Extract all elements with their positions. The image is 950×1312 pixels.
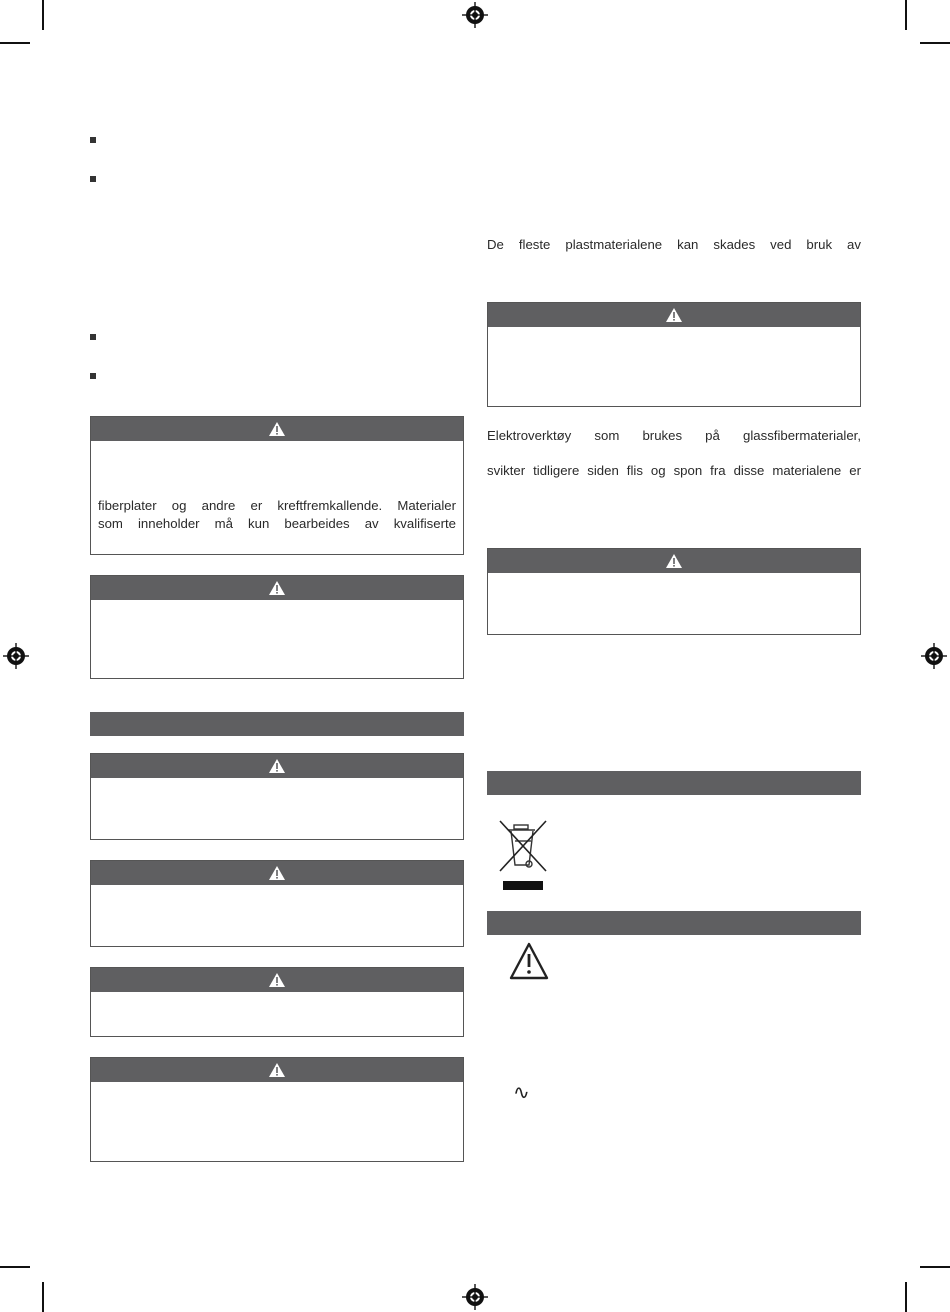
crop-mark-top-right-v xyxy=(905,0,907,30)
crop-mark-bottom-left-h xyxy=(0,1266,30,1268)
warning-header xyxy=(91,576,463,600)
section-header-bar xyxy=(90,712,464,736)
section-header-bar xyxy=(487,771,861,795)
registration-mark-icon xyxy=(462,2,488,28)
warning-text-line: som inneholder må kun bearbeides av kvalifiserte xyxy=(98,516,456,531)
paragraph-fiberglass-line: svikter tidligere siden flis og spon fra disse materialene er xyxy=(487,463,861,478)
registration-mark-icon xyxy=(462,1284,488,1310)
section-header-bar xyxy=(487,911,861,935)
warning-header xyxy=(91,1058,463,1082)
registration-mark-icon xyxy=(921,643,947,669)
warning-text-line: fiberplater og andre er kreftfremkallende. Materialer xyxy=(98,498,456,513)
warning-box xyxy=(90,753,464,840)
warning-triangle-icon xyxy=(268,972,286,988)
warning-box xyxy=(487,302,861,407)
warning-box xyxy=(90,416,464,555)
crop-mark-bottom-left-v xyxy=(42,1282,44,1312)
crop-mark-top-left-h xyxy=(0,42,30,44)
crop-mark-bottom-right-h xyxy=(920,1266,950,1268)
crossed-out-wheelie-bin-icon xyxy=(497,819,549,893)
warning-header xyxy=(91,417,463,441)
registration-mark-icon xyxy=(3,643,29,669)
warning-header xyxy=(488,303,860,327)
paragraph-plastic: De fleste plastmaterialene kan skades ved bruk av xyxy=(487,237,861,252)
warning-triangle-icon xyxy=(268,758,286,774)
warning-triangle-icon xyxy=(508,941,550,981)
crop-mark-top-right-h xyxy=(920,42,950,44)
bullet-marker xyxy=(90,176,96,182)
warning-triangle-icon xyxy=(665,553,683,569)
warning-header xyxy=(91,968,463,992)
warning-triangle-icon xyxy=(268,580,286,596)
warning-box xyxy=(487,548,861,635)
warning-box xyxy=(90,575,464,679)
warning-triangle-icon xyxy=(665,307,683,323)
crop-mark-bottom-right-v xyxy=(905,1282,907,1312)
warning-header xyxy=(91,861,463,885)
bullet-marker xyxy=(90,137,96,143)
ac-current-symbol: ∿ xyxy=(513,1082,530,1104)
warning-box xyxy=(90,860,464,947)
warning-header xyxy=(488,549,860,573)
bullet-marker xyxy=(90,373,96,379)
warning-triangle-icon xyxy=(268,421,286,437)
warning-triangle-icon xyxy=(268,865,286,881)
warning-header xyxy=(91,754,463,778)
crop-mark-top-left-v xyxy=(42,0,44,30)
paragraph-fiberglass-line: Elektroverktøy som brukes på glassfibermaterialer, xyxy=(487,428,861,443)
warning-box xyxy=(90,967,464,1037)
warning-triangle-icon xyxy=(268,1062,286,1078)
warning-box xyxy=(90,1057,464,1162)
bullet-marker xyxy=(90,334,96,340)
